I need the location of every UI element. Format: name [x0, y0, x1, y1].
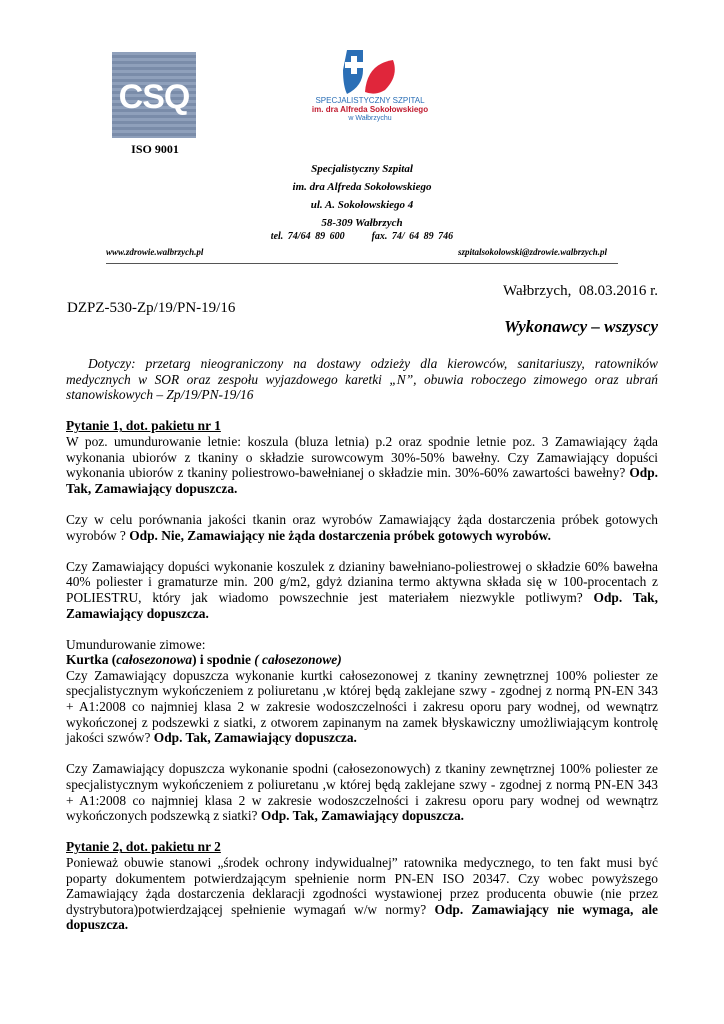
question-paragraph [66, 761, 658, 823]
letter-date: Wałbrzych, 08.03.2016 r. [502, 283, 658, 299]
address-line: 58-309 Wałbrzych [321, 217, 403, 229]
addressee: Wykonawcy – wszyscy [504, 317, 658, 336]
question-paragraph [66, 434, 658, 496]
question-1-heading: Pytanie 1, dot. pakietu nr 1 [66, 418, 221, 434]
hospital-logo-text [290, 96, 450, 123]
csq-logo [112, 52, 196, 138]
question-text: W poz. umundurowanie letnie: koszula (bluza letnia) p.2 oraz spodnie letnie poz. 3 Zamawiający żąda wykonania ubiorów z tkaniny o składzie surowcowym 30%-50% bawełny. Czy Zamawiający dopuści wykonania ubiorów z tkaniny poliestrowo-bawełnianej o składzie min. 30%-60% zawartości bawełny? [66, 433, 658, 481]
address-line: ul. A. Sokołowskiego 4 [310, 199, 414, 211]
address-line: Specjalistyczny Szpital [311, 163, 413, 175]
winter-uniform-label: Umundurowanie zimowe: [66, 636, 206, 652]
answer-text: Odp. Tak, Zamawiający dopuszcza. [260, 808, 464, 824]
question-text: Czy Zamawiający dopuszcza wykonanie kurtki całosezonowej z tkaniny zewnętrznej 100% poliester ze specjalistycznym wykończeniem z poliuretanu ,w której będą zaklejane szwy - zgodnej z normą PN-EN 343 + A1:2008 co najmniej klasa 2 w zakresie wodoszczelności i zakresu oporu pary wodnej, od wewnątrz wykończonej z podszewki z siatki, z otworem zapinanym na zamek błyskawiczny umożliwiającym kontrolę jakości szwów? [66, 667, 658, 746]
letter-body [66, 356, 658, 933]
winter-uniform-heading: Kurtka (całosezonowa) i spodnie ( całosezonowe) [66, 652, 342, 668]
question-text: Czy Zamawiający dopuści wykonanie koszulek z dzianiny bawełniano-poliestrowej o składzie 60% bawełna 40% poliester i gramaturze min. 200 g/m2, gdyż dzianina termo aktywna składa się w 100-procentach z POLIESTRU, który jak wiadomo powszechnie jest materiałem niezwykle potliwym? [66, 558, 658, 605]
answer-text: Odp. Zamawiający nie wymaga, ale dopuszcza. [66, 901, 659, 933]
question-text: Czy Zamawiający dopuszcza wykonanie spodni (całosezonowych) z tkaniny zewnętrznej 100% poliester ze specjalistycznym wykończeniem z poliuretanu ,w której będą zaklejane szwy - zgodnej z normą PN-EN 343 + A1:2008 co najmniej klasa 2 w zakresie wodoszczelności i zakresu oporu pary wodnej od wewnątrz wykończonych podszewką z siatki? [66, 761, 658, 824]
website-link[interactable]: www.zdrowie.walbrzych.pl [106, 247, 204, 257]
hospital-address [200, 160, 524, 232]
answer-text: Odp. Tak, Zamawiający dopuszcza. [66, 589, 658, 621]
answer-text: Odp. Tak, Zamawiający dopuszcza. [66, 465, 658, 496]
phone-fax: tel. 74/64 89 600 fax. 74/ 64 89 746 [270, 231, 454, 242]
question-text: Ponieważ obuwie stanowi „środek ochrony indywidualnej” ratownika medycznego, to ten fakt musi być poparty dokumentem potwierdzającym spełnienie norm PN-EN ISO 20347. Czy wobec powyższego Zamawiający żąda dostarczenia deklaracji zgodności wystawionej przez producenta obuwie (nie przez dystrybutora)potwierdzającej spełnienie wymagań w/w normy? [66, 855, 658, 917]
iso-label: ISO 9001 [131, 142, 179, 156]
header-divider [106, 263, 618, 264]
question-2-heading: Pytanie 2, dot. pakietu nr 2 [66, 839, 221, 855]
hospital-logo-line2: im. dra Alfreda Sokołowskiego [311, 105, 429, 114]
reference-number: DZPZ-530-Zp/19/PN-19/16 [67, 300, 236, 316]
question-paragraph [66, 668, 658, 746]
question-text: Czy w celu porównania jakości tkanin oraz wyrobów Zamawiający żąda dostarczenia próbek gotowych wyrobów ? [66, 511, 658, 543]
csq-logo-text: CSQ [118, 78, 190, 116]
hospital-logo-line1: SPECJALISTYCZNY SZPITAL [315, 96, 425, 105]
subject-line: Dotyczy: przetarg nieograniczony na dostawy odzieży dla kierowców, sanitariuszy, ratowników medycznych w SOR oraz zespołu wyjazdowego karetki „N”, obuwia roboczego zimowego oraz ubrań stanowiskowych – Zp/19/PN-19/16 [66, 356, 658, 403]
question-paragraph [66, 855, 658, 933]
question-paragraph [66, 512, 658, 543]
answer-text: Odp. Tak, Zamawiający dopuszcza. [153, 730, 357, 746]
hospital-logo-line3: w Wałbrzychu [348, 115, 392, 122]
hospital-logo-icon [315, 46, 425, 102]
answer-text: Odp. Nie, Zamawiający nie żąda dostarczenia próbek gotowych wyrobów. [129, 527, 551, 543]
question-paragraph [66, 559, 658, 621]
address-line: im. dra Alfreda Sokołowskiego [292, 181, 432, 193]
email-link[interactable]: szpitalsokolowski@zdrowie.walbrzych.pl [458, 247, 608, 257]
